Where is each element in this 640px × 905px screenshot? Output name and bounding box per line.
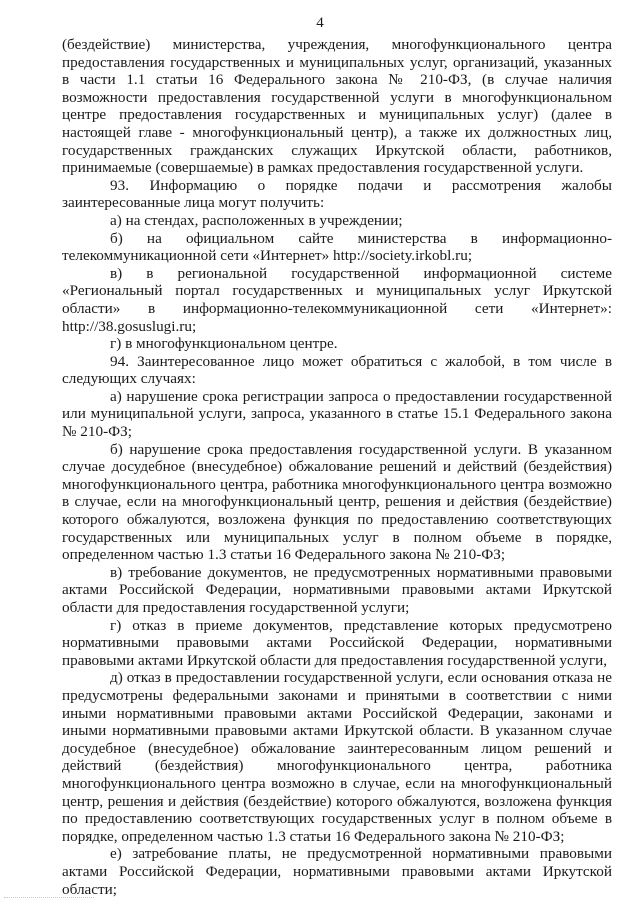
list-item-94-g: г) отказ в приеме документов, представление которых предусмотрено нормативными правовыми актами Российской Федерации, нормативными правовыми актами Иркутской области для предоставления государственной услуги, xyxy=(62,616,612,669)
paragraph-94: 94. Заинтересованное лицо может обратиться с жалобой, в том числе в следующих случаях: xyxy=(62,352,612,388)
list-item-94-d: д) отказ в предоставлении государственной услуги, если основания отказа не предусмотрены федеральными законами и принятыми в соответствии с ними иными нормативными правовыми актами Российской Федерации, законами и иными нормативными правовыми актами Иркутской области. В указанном случае досудебное (внесудебное) обжалование заинтересованным лицом решений и действий (бездействия) многофункционального центра, работника многофункционального центра возможно в случае, если на многофункциональный центр, решения и действия (бездействие) которого обжалуются, возложена функция по предоставлению соответствующих государственных услуг в полном объеме в порядке, определенном частью 1.3 статьи 16 Федерального закона № 210-ФЗ; xyxy=(62,669,612,845)
list-item-94-v: в) требование документов, не предусмотренных нормативными правовыми актами Российской Федерации, нормативными правовыми актами Иркутской области для предоставления государственной услуги; xyxy=(62,563,612,616)
list-item-93-g: г) в многофункциональном центре. xyxy=(110,335,338,353)
page-number: 4 xyxy=(316,15,324,31)
paragraph-complaint-subject: (бездействие) министерства, учреждения, многофункционального центра предоставления государственных и муниципальных услуг, организаций, указанных в части 1.1 статьи 16 Федерального закона № 210-ФЗ, (в случае наличия возможности предоставления государственной услуги в многофункциональном центре предоставления государственных и муниципальных услуг) (далее в настоящей главе - многофункциональный центр), а также их должностных лиц, государственных гражданских служащих Иркутской области, работников, принимаемые (совершаемые) в рамках предоставления государственной услуги. xyxy=(62,36,612,177)
paragraph-93: 93. Информацию о порядке подачи и рассмотрения жалобы заинтересованные лица могут получить: xyxy=(62,176,612,212)
document-body xyxy=(62,36,612,898)
list-item-93-a: а) на стендах, расположенных в учреждении; xyxy=(110,211,403,229)
scan-edge-mark xyxy=(4,897,94,899)
list-item-94-a: а) нарушение срока регистрации запроса о предоставлении государственной или муниципальной услуги, запроса, указанного в статье 15.1 Федерального закона № 210-ФЗ; xyxy=(62,387,612,441)
list-item-94-e: е) затребование платы, не предусмотренной нормативными правовыми актами Российской Федерации, нормативными правовыми актами Иркутской области; xyxy=(62,845,612,898)
list-item-93-v: в) в региональной государственной информационной системе «Региональный портал государственных и муниципальных услуг Иркутской области» в информационно-телекоммуникационной сети «Интернет»: http://38.gosuslugi.ru; xyxy=(62,264,612,335)
list-item-93-b: б) на официальном сайте министерства в информационно-телекоммуникационной сети «Интернет» http://society.irkobl.ru; xyxy=(62,229,612,265)
list-item-94-b: б) нарушение срока предоставления государственной услуги. В указанном случае досудебное (внесудебное) обжалование решений и действий (бездействия) многофункционального центра, работника многофункционального центра возможно в случае, если на многофункциональный центр, решения и действия (бездействие) которого обжалуются, возложена функция по предоставлению соответствующих государственных или муниципальных услуг в полном объеме в порядке, определенном частью 1.3 статьи 16 Федерального закона № 210-ФЗ; xyxy=(62,440,612,564)
